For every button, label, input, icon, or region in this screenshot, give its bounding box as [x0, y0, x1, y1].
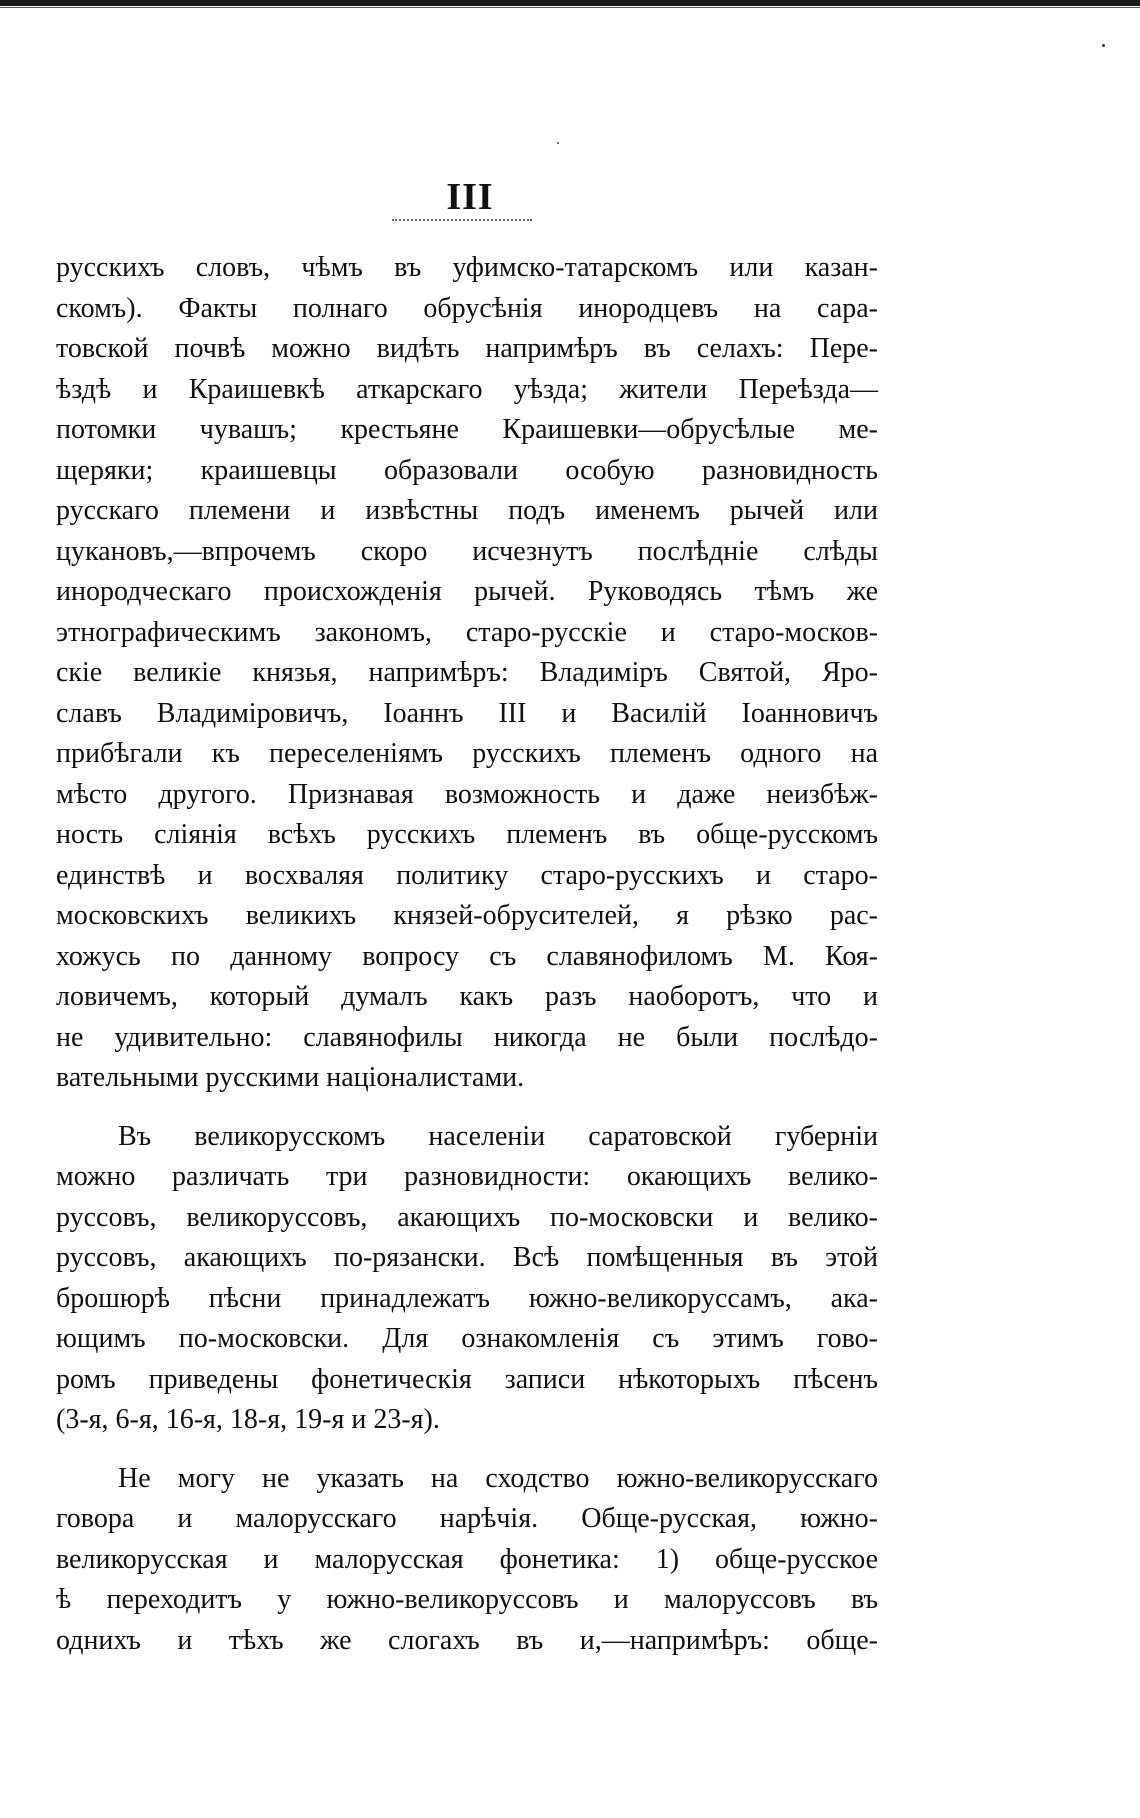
text-line: русскихъ словъ, чѣмъ въ уфимско-татарскомъ или казан-: [56, 252, 878, 283]
text-line: брошюрѣ пѣсни принадлежатъ южно-великоруссамъ, ака-: [56, 1282, 878, 1314]
paragraph-gap: [56, 1099, 878, 1117]
text-line: скіе великіе князья, напримѣръ: Владиміръ Святой, Яро-: [56, 657, 878, 688]
text-line: ромъ приведены фонетическія записи нѣкоторыхъ пѣсенъ: [56, 1363, 878, 1395]
text-line: потомки чувашъ; крестьяне Краишевки—обрусѣлые ме-: [56, 414, 878, 445]
text-line: славъ Владиміровичъ, Іоаннъ III и Василій Іоанновичъ: [56, 697, 878, 729]
text-line: вательными русскими націоналистами.: [56, 1062, 525, 1093]
text-line: московскихъ великихъ князей-обрусителей, я рѣзко рас-: [56, 900, 878, 931]
text-line: ловичемъ, который думалъ какъ разъ наоборотъ, что и: [56, 981, 878, 1012]
paragraph-2: [56, 1117, 878, 1441]
page-number: III: [446, 176, 494, 218]
text-line: руссовъ, акающихъ по-рязански. Всѣ помѣщенныя въ этой: [56, 1242, 878, 1273]
text-line: прибѣгали къ переселеніямъ русскихъ племенъ одного на: [56, 738, 878, 769]
text-line: хожусь по данному вопросу съ славянофиломъ М. Коя-: [56, 940, 878, 972]
scan-speck: [557, 142, 559, 144]
text-line: Не могу не указать на сходство южно-великорусскаго: [118, 1462, 878, 1494]
text-line: цукановъ,—впрочемъ скоро исчезнутъ послѣдніе слѣды: [56, 535, 878, 567]
text-line: ѣ переходитъ у южно-великоруссовъ и малоруссовъ въ: [56, 1584, 878, 1615]
top-border-thin: [0, 7, 1140, 8]
paragraph-gap: [56, 1441, 878, 1459]
scan-speck: [1102, 44, 1105, 47]
text-line: (3-я, 6-я, 16-я, 18-я, 19-я и 23-я).: [56, 1404, 440, 1435]
text-line: товской почвѣ можно видѣть напримѣръ въ селахъ: Пере-: [56, 333, 878, 364]
page-number-rule: [392, 219, 532, 221]
text-line: руссовъ, великоруссовъ, акающихъ по-московски и велико-: [56, 1201, 878, 1233]
text-line: русскаго племени и извѣстны подъ именемъ рычей или: [56, 495, 878, 526]
page-body: [56, 248, 878, 1661]
paragraph-3: [56, 1459, 878, 1662]
text-line: ѣздѣ и Краишевкѣ аткарскаго уѣзда; жители Переѣзда—: [56, 373, 878, 405]
text-line: мѣсто другого. Признавая возможность и даже неизбѣж-: [56, 778, 878, 810]
text-line: ность сліянія всѣхъ русскихъ племенъ въ обще-русскомъ: [56, 819, 878, 850]
top-border: [0, 0, 1140, 6]
text-line: не удивительно: славянофилы никогда не были послѣдо-: [56, 1021, 878, 1053]
text-line: говора и малорусскаго нарѣчія. Обще-русская, южно-: [56, 1503, 878, 1534]
text-line: щеряки; краишевцы образовали особую разновидность: [56, 454, 878, 486]
text-line: скомъ). Факты полнаго обрусѣнія инородцевъ на сара-: [56, 292, 878, 324]
text-line: единствѣ и восхваляя политику старо-русскихъ и старо-: [56, 859, 878, 891]
text-line: ющимъ по-московски. Для ознакомленія съ этимъ гово-: [56, 1323, 878, 1354]
paragraph-1: [56, 248, 878, 1099]
text-line: великорусская и малорусская фонетика: 1) обще-русское: [56, 1543, 878, 1575]
text-line: Въ великорусскомъ населеніи саратовской губерніи: [118, 1120, 878, 1152]
text-line: инородческаго происхожденія рычей. Руководясь тѣмъ же: [56, 576, 878, 607]
text-line: этнографическимъ закономъ, старо-русскіе и старо-москов-: [56, 616, 878, 648]
text-line: однихъ и тѣхъ же слогахъ въ и,—напримѣръ: обще-: [56, 1624, 878, 1656]
text-line: можно различать три разновидности: окающихъ велико-: [56, 1161, 878, 1192]
